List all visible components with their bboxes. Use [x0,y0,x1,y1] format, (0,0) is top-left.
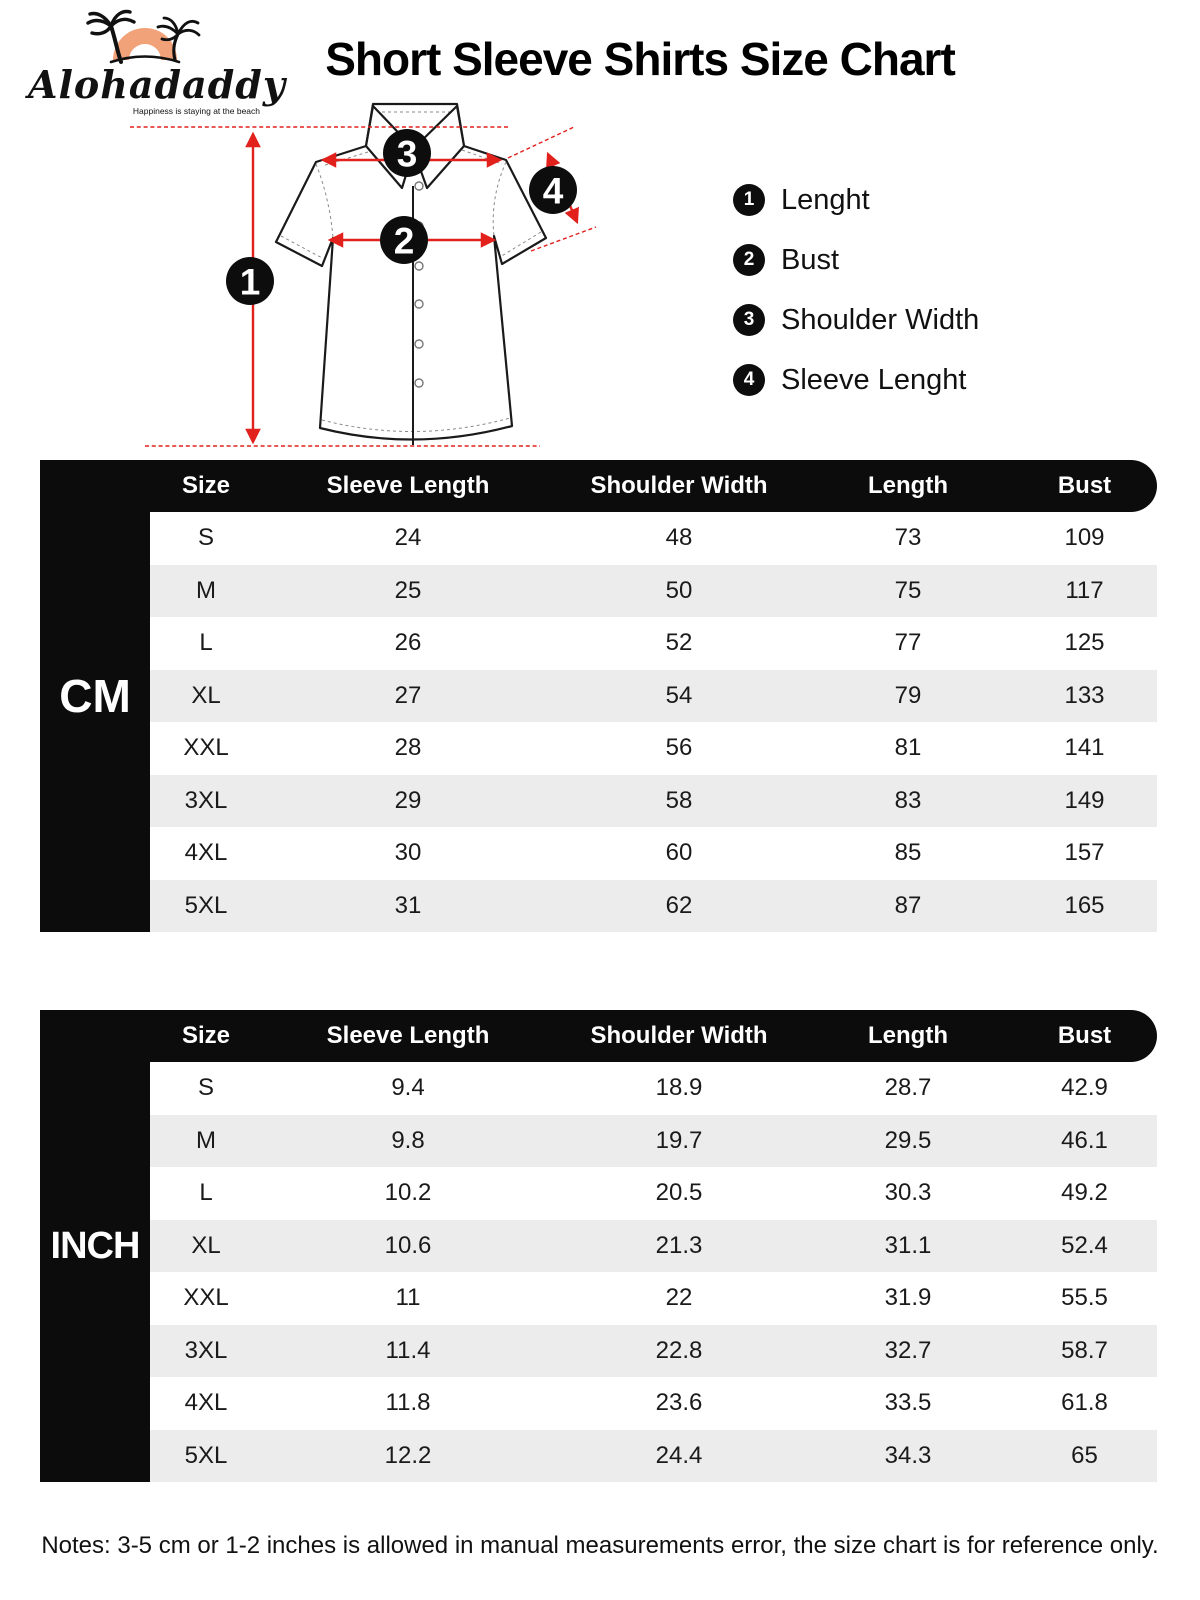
palm-sun-icon [72,6,222,70]
marker-4 [529,166,577,214]
table-cell: 46.1 [1061,1126,1108,1154]
table-row [150,565,1157,618]
legend-number-badge: 3 [733,304,765,336]
column-header-shoulder-width: Shoulder Width [590,1022,768,1049]
table-cell: 11.8 [385,1389,431,1417]
table-cell: 24.4 [655,1441,703,1469]
table-cell: M [196,576,216,604]
table-cell: 25 [394,576,422,604]
table-row [150,512,1157,565]
table-cell: 133 [1064,681,1105,709]
column-header-sleeve-length: Sleeve Length [326,1022,490,1049]
table-cell: 75 [894,576,922,604]
table-cell: M [196,1126,216,1154]
table-cell: L [199,629,213,657]
table-cell: 22.8 [655,1336,703,1364]
table-cell: 33.5 [884,1389,932,1417]
notes-text: Notes: 3-5 cm or 1-2 inches is allowed in manual measurements error, the size chart is for reference only. [41,1532,1159,1559]
measurement-legend [733,184,979,424]
table-row [150,722,1157,775]
table-cell: 52.4 [1061,1231,1108,1259]
legend-item-sleeve-length [733,364,979,396]
column-header-shoulder-width: Shoulder Width [590,472,768,499]
legend-label: Lenght [781,183,870,216]
table-cell: 31.1 [884,1231,932,1259]
shirt-measurement-diagram [60,95,620,455]
legend-label: Sleeve Lenght [781,363,967,396]
table-cell: 18.9 [655,1074,703,1102]
legend-item-bust [733,244,979,276]
table-cell: 81 [894,734,922,762]
table-cell: 30 [394,839,422,867]
table-row [150,670,1157,723]
table-cell: 20.5 [655,1179,703,1207]
legend-number-badge: 1 [733,184,765,216]
table-cell: 52 [665,629,693,657]
table-cell: 23.6 [655,1389,703,1417]
table-cell: 31.9 [884,1284,932,1312]
table-cell: 5XL [184,1441,228,1469]
table-row [150,1325,1157,1378]
table-cell: XXL [183,734,229,762]
table-cell: 55.5 [1061,1284,1108,1312]
table-cell: 11 [395,1284,421,1312]
table-cell: 83 [894,786,922,814]
svg-text:4: 4 [542,170,564,212]
column-header-bust: Bust [1057,472,1112,499]
table-cell: 42.9 [1061,1074,1108,1102]
table-row [150,827,1157,880]
column-header-length: Length [868,472,948,499]
table-row [150,880,1157,933]
table-cell: 3XL [184,1336,228,1364]
table-cell: 31 [394,891,422,919]
column-header-size: Size [181,472,231,499]
table-cell: 11.4 [385,1336,431,1364]
table-cell: 28 [394,734,422,762]
table-cell: 62 [665,891,693,919]
table-cell: 26 [394,629,422,657]
table-cell: 34.3 [884,1441,932,1469]
column-header-bust: Bust [1057,1022,1112,1049]
table-cell: 56 [665,734,693,762]
table-cell: 141 [1064,734,1105,762]
table-cell: 61.8 [1061,1389,1108,1417]
table-cell: 9.8 [391,1126,425,1154]
legend-label: Bust [781,243,840,276]
table-cell: 60 [665,839,693,867]
cm-table-body [150,512,1157,932]
table-cell: 27 [394,681,422,709]
cm-size-table [40,460,1157,932]
table-cell: 117 [1065,576,1104,604]
column-header-sleeve-length: Sleeve Length [326,472,490,499]
table-cell: 157 [1064,839,1105,867]
table-cell: XL [191,681,221,709]
legend-number-badge: 4 [733,364,765,396]
table-cell: 48 [665,524,693,552]
table-cell: 12.2 [384,1441,432,1469]
table-cell: 77 [894,629,922,657]
table-cell: 58 [665,786,693,814]
cm-unit-label: CM [40,460,150,932]
table-cell: 79 [894,681,922,709]
table-cell: 4XL [184,1389,228,1417]
table-cell: 3XL [184,786,228,814]
legend-item-length [733,184,979,216]
svg-text:3: 3 [396,133,418,175]
table-row [150,1167,1157,1220]
table-cell: 10.6 [384,1231,432,1259]
table-cell: XL [191,1231,221,1259]
legend-item-shoulder-width [733,304,979,336]
table-row [150,617,1157,670]
table-cell: 85 [894,839,922,867]
page-title: Short Sleeve Shirts Size Chart [325,33,955,85]
legend-number-badge: 2 [733,244,765,276]
table-row [150,1220,1157,1273]
table-cell: 32.7 [884,1336,932,1364]
cm-table-header [40,460,1157,512]
table-cell: S [197,1074,214,1102]
table-cell: 21.3 [655,1231,703,1259]
table-cell: 4XL [184,839,228,867]
table-cell: 22 [665,1284,693,1312]
table-cell: 73 [894,524,922,552]
inch-table-body [150,1062,1157,1482]
table-cell: 87 [894,891,922,919]
column-header-length: Length [868,1022,948,1049]
column-header-size: Size [181,1022,231,1049]
table-cell: 30.3 [884,1179,932,1207]
table-cell: L [199,1179,213,1207]
table-cell: 165 [1064,891,1105,919]
table-row [150,1115,1157,1168]
legend-label: Shoulder Width [781,303,980,336]
table-cell: S [197,524,214,552]
table-row [150,1062,1157,1115]
svg-text:2: 2 [393,220,415,262]
marker-1 [226,257,274,305]
table-cell: 19.7 [655,1126,703,1154]
svg-text:1: 1 [239,261,261,303]
table-cell: 10.2 [384,1179,432,1207]
table-row [150,775,1157,828]
table-cell: XXL [183,1284,229,1312]
table-cell: 49.2 [1061,1179,1108,1207]
table-row [150,1377,1157,1430]
table-cell: 9.4 [391,1074,425,1102]
table-row [150,1430,1157,1483]
table-cell: 125 [1064,629,1105,657]
table-cell: 28.7 [884,1074,932,1102]
brand-tagline: Happiness is staying at the beach [132,106,260,116]
table-cell: 29 [394,786,422,814]
table-cell: 109 [1064,524,1105,552]
inch-table-header [40,1010,1157,1062]
sleeve-upper-dashed-line [508,127,574,158]
brand-name: Alohadaddy [28,62,286,107]
table-cell: 65 [1071,1441,1098,1469]
table-cell: 58.7 [1061,1336,1108,1364]
table-cell: 50 [665,576,693,604]
table-cell: 24 [394,524,422,552]
marker-3 [383,129,431,177]
table-cell: 5XL [184,891,228,919]
table-cell: 29.5 [884,1126,932,1154]
marker-2 [380,216,428,264]
table-cell: 54 [665,681,693,709]
inch-size-table [40,1010,1157,1482]
table-cell: 149 [1064,786,1105,814]
shirt-outline [276,146,546,440]
inch-unit-label: INCH [40,1010,150,1482]
table-row [150,1272,1157,1325]
